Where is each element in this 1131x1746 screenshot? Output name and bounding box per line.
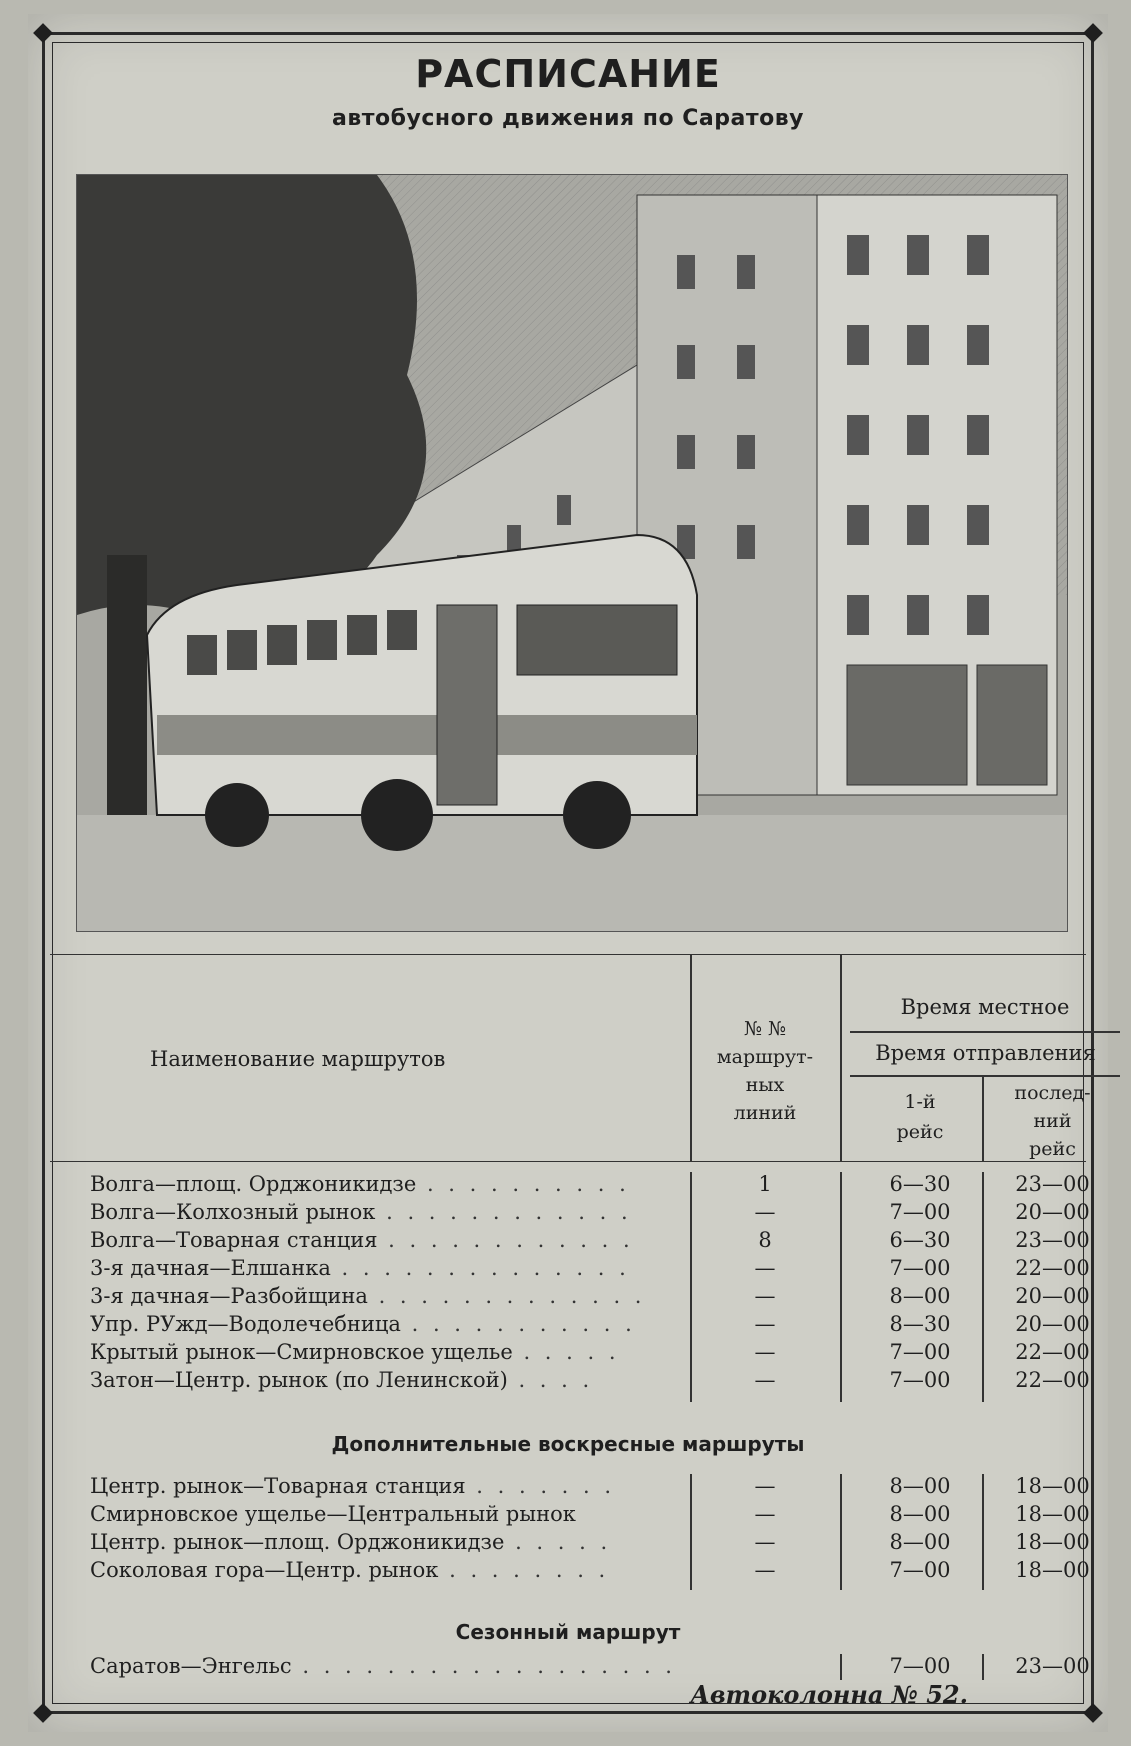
header-last-trip: послед- ний рейс (1014, 1082, 1091, 1160)
table-row: Волга—площ. Орджоникидзе . . . . . . . . . . 1 6—30 23—00 (90, 1172, 1090, 1196)
table-row: Упр. РУжд—Водолечебница . . . . . . . . . . . — 8—30 20—00 (90, 1312, 1090, 1336)
page-subtitle: автобусного движения по Саратову (332, 106, 804, 131)
seasonal-route-title: Сезонный маршрут (455, 1620, 681, 1644)
footer-signature: Автоколонна № 52. (690, 1680, 968, 1709)
table-row: Центр. рынок—Товарная станция . . . . . . . — 8—00 18—00 (90, 1474, 1090, 1498)
sunday-routes-title: Дополнительные воскресные маршруты (331, 1432, 805, 1456)
page-title: РАСПИСАНИЕ (415, 52, 721, 96)
header-route-name: Наименование маршрутов (150, 1047, 446, 1071)
schedule-page (28, 14, 1108, 1732)
table-row: Волга—Товарная станция . . . . . . . . . . . . 8 6—30 23—00 (90, 1228, 1090, 1252)
table-row: Волга—Колхозный рынок . . . . . . . . . . . . — 7—00 20—00 (90, 1200, 1090, 1224)
table-row: Саратов—Энгельс . . . . . . . . . . . . . . . . . . 7—00 23—00 (90, 1654, 1090, 1678)
header-first-trip: 1-й рейс (896, 1091, 944, 1143)
header-time-departure: Время отправления (875, 1041, 1096, 1065)
table-header (50, 954, 1096, 1162)
table-row: 3-я дачная—Разбойщина . . . . . . . . . . . . . — 8—00 20—00 (90, 1284, 1090, 1308)
bus-illustration (76, 174, 1068, 932)
table-row: 3-я дачная—Елшанка . . . . . . . . . . . . . . — 7—00 22—00 (90, 1256, 1090, 1280)
table-row: Смирновское ущелье—Центральный рынок — 8—00 18—00 (90, 1502, 1090, 1526)
header-time-local: Время местное (900, 995, 1070, 1019)
table-row: Крытый рынок—Смирновское ущелье . . . . . — 7—00 22—00 (90, 1340, 1090, 1364)
table-row: Центр. рынок—площ. Орджоникидзе . . . . . — 8—00 18—00 (90, 1530, 1090, 1554)
table-row: Соколовая гора—Центр. рынок . . . . . . . . — 7—00 18—00 (90, 1558, 1090, 1582)
header-route-number: № № маршрут- ных линий (716, 1018, 814, 1124)
table-row: Затон—Центр. рынок (по Ленинской) . . . . — 7—00 22—00 (90, 1368, 1090, 1392)
